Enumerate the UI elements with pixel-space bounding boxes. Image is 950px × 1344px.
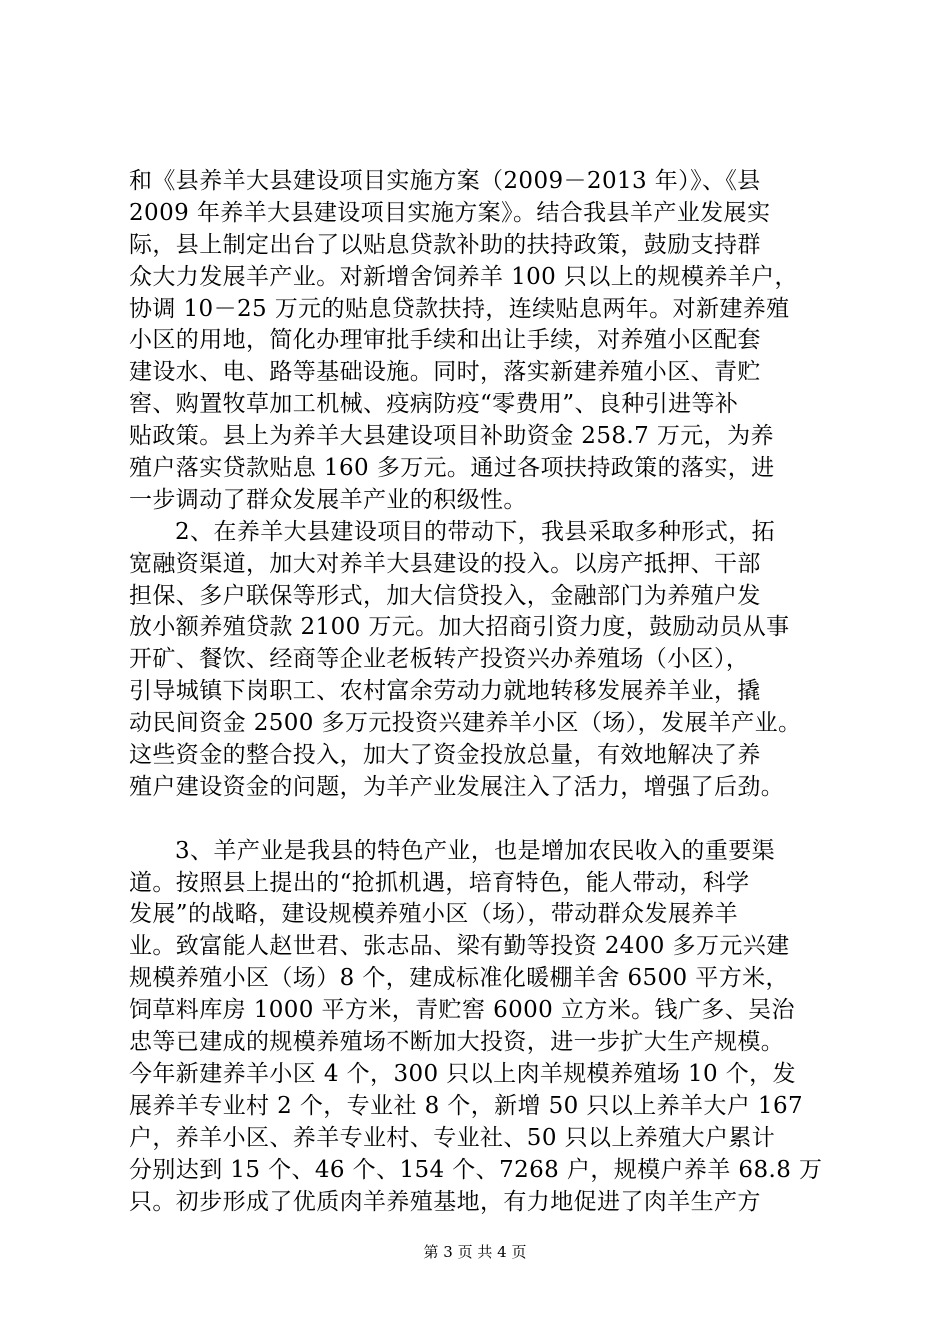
text-line: 忠等已建成的规模养殖场不断加大投资，进一步扩大生产规模。	[129, 1029, 785, 1056]
text-line: 殖户落实贷款贴息 160 多万元。通过各项扶持政策的落实，进	[129, 455, 775, 482]
text-line: 一步调动了群众发展羊产业的积级性。	[129, 486, 527, 513]
paragraph-start-line: 2、在养羊大县建设项目的带动下，我县采取多种形式，拓	[175, 518, 776, 545]
text-line: 窖、购置牧草加工机械、疫病防疫“零费用”、良种引进等补	[129, 391, 739, 418]
text-line: 发展”的战略，建设规模养殖小区（场），带动群众发展养羊	[129, 901, 739, 928]
text-line: 今年新建养羊小区 4 个，300 只以上肉羊规模养殖场 10 个，发	[129, 1060, 796, 1087]
text-line: 协调 10－25 万元的贴息贷款扶持，连续贴息两年。对新建养殖	[129, 295, 790, 322]
text-line: 建设水、电、路等基础设施。同时，落实新建养殖小区、青贮	[129, 359, 761, 386]
text-line: 殖户建设资金的问题，为羊产业发展注入了活力，增强了后劲。	[129, 773, 785, 800]
page-number-footer: 第 3 页 共 4 页	[423, 1243, 527, 1261]
blank-line	[129, 804, 829, 836]
document-body	[129, 166, 829, 1218]
text-line: 和《县养羊大县建设项目实施方案（2009－2013 年）》、《县	[129, 168, 761, 194]
text-line: 分别达到 15 个、46 个、154 个、7268 户，规模户养羊 68.8 万	[129, 1156, 823, 1183]
text-line: 众大力发展羊产业。对新增舍饲养羊 100 只以上的规模养羊户，	[129, 263, 798, 290]
text-line: 道。按照县上提出的“抢抓机遇，培育特色，能人带动，科学	[129, 869, 750, 896]
text-line: 担保、多户联保等形式，加大信贷投入，金融部门为养殖户发	[129, 582, 761, 609]
text-line: 规模养殖小区（场）8 个，建成标准化暖棚羊舍 6500 平方米，	[129, 965, 789, 992]
text-line: 这些资金的整合投入，加大了资金投放总量，有效地解决了养	[129, 742, 761, 769]
text-line: 饲草料库房 1000 平方米，青贮窖 6000 立方米。钱广多、吴治	[129, 997, 795, 1024]
text-line: 小区的用地，简化办理审批手续和出让手续，对养殖小区配套	[129, 327, 761, 354]
text-line: 动民间资金 2500 多万元投资兴建养羊小区（场），发展羊产业。	[129, 710, 802, 737]
text-line: 只。初步形成了优质肉羊养殖基地，有力地促进了肉羊生产方	[129, 1188, 761, 1215]
text-line: 开矿、餐饮、经商等企业老板转产投资兴办养殖场（小区），	[129, 646, 750, 673]
text-line: 宽融资渠道，加大对养羊大县建设的投入。以房产抵押、干部	[129, 550, 761, 577]
text-line: 放小额养殖贷款 2100 万元。加大招商引资力度，鼓励动员从事	[129, 614, 790, 641]
text-line: 户，养羊小区、养羊专业村、专业社、50 只以上养殖大户累计	[129, 1124, 776, 1151]
paragraph-start-line: 3、羊产业是我县的特色产业，也是增加农民收入的重要渠	[175, 837, 776, 864]
text-line: 展养羊专业村 2 个，专业社 8 个，新增 50 只以上养羊大户 167	[129, 1092, 804, 1119]
text-line: 引导城镇下岗职工、农村富余劳动力就地转移发展养羊业，撬	[129, 678, 761, 705]
text-line: 2009 年养羊大县建设项目实施方案》。结合我县羊产业发展实	[129, 199, 771, 226]
text-line: 业。致富能人赵世君、张志品、梁有勤等投资 2400 多万元兴建	[129, 933, 790, 960]
text-line: 际，县上制定出台了以贴息贷款补助的扶持政策，鼓励支持群	[129, 231, 761, 258]
text-line: 贴政策。县上为养羊大县建设项目补助资金 258.7 万元，为养	[129, 423, 774, 450]
